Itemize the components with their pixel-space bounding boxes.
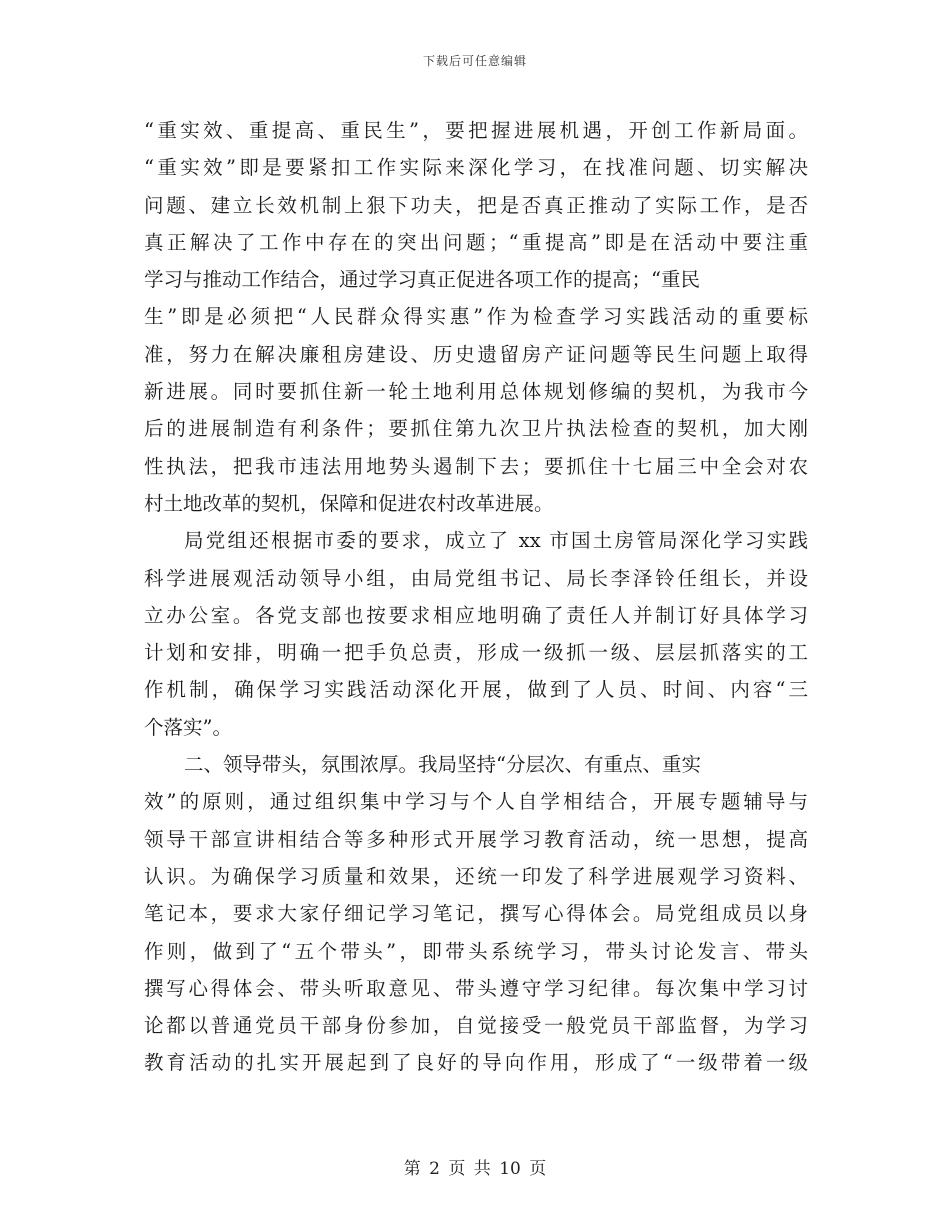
document-body — [144, 112, 808, 1082]
text-line: “重实效”即是要紧扣工作实际来深化学习，在找准问题、切实解决 — [144, 156, 808, 180]
text-line: 作则，做到了“五个带头”，即带头系统学习，带头讨论发言、带头 — [144, 939, 808, 963]
text-line: 计划和安排，明确一把手负总责，形成一级抓一级、层层抓落实的工 — [144, 641, 808, 665]
text-line: 撰写心得体会、带头听取意见、带头遵守学习纪律。每次集中学习讨 — [144, 976, 808, 1000]
page-header: 下载后可任意编辑 — [422, 54, 527, 68]
text-line: 个落实”。 — [144, 715, 232, 739]
text-line: 准，努力在解决廉租房建设、历史遗留房产证问题等民生问题上取得 — [144, 342, 808, 366]
text-line: 笔记本，要求大家仔细记学习笔记，撰写心得体会。局党组成员以身 — [144, 902, 808, 926]
text-line: 立办公室。各党支部也按要求相应地明确了责任人并制订好具体学习 — [144, 603, 808, 627]
text-line: 作机制，确保学习实践活动深化开展，做到了人员、时间、内容“三 — [144, 678, 808, 702]
page-number: 第 2 页 共 10 页 — [403, 1159, 547, 1179]
text-line: 村土地改革的契机，保障和促进农村改革进展。 — [144, 491, 554, 515]
text-line: 认识。为确保学习质量和效果，还统一印发了科学进展观学习资料、 — [144, 864, 808, 888]
text-line: 后的进展制造有利条件；要抓住第九次卫片执法检查的契机，加大刚 — [144, 417, 808, 441]
text-line: “重实效、重提高、重民生”，要把握进展机遇，开创工作新局面。 — [144, 119, 808, 142]
text-line: 问题、建立长效机制上狠下功夫，把是否真正推动了实际工作，是否 — [144, 193, 808, 217]
text-line: 生”即是必须把“人民群众得实惠”作为检查学习实践活动的重要标 — [144, 305, 808, 329]
text-line: 学习与推动工作结合，通过学习真正促进各项工作的提高；“重民 — [144, 268, 700, 292]
text-line: 效”的原则，通过组织集中学习与个人自学相结合，开展专题辅导与 — [144, 790, 808, 814]
text-line: 教育活动的扎实开展起到了良好的导向作用，形成了“一级带着一级 — [144, 1051, 808, 1075]
text-line: 局党组还根据市委的要求，成立了 xx 市国土房管局深化学习实践 — [184, 529, 808, 553]
text-line: 论都以普通党员干部身份参加，自觉接受一般党员干部监督，为学习 — [144, 1014, 808, 1038]
text-line: 性执法，把我市违法用地势头遏制下去；要抓住十七届三中全会对农 — [144, 454, 808, 478]
text-line: 新进展。同时要抓住新一轮土地利用总体规划修编的契机，为我市今 — [144, 380, 808, 404]
text-line: 真正解决了工作中存在的突出问题；“重提高”即是在活动中要注重 — [144, 230, 808, 254]
text-line: 科学进展观活动领导小组，由局党组书记、局长李泽铃任组长，并设 — [144, 566, 808, 590]
text-line: 二、领导带头，氛围浓厚。我局坚持“分层次、有重点、重实 — [184, 753, 701, 777]
text-line: 领导干部宣讲相结合等多种形式开展学习教育活动，统一思想，提高 — [144, 827, 808, 851]
